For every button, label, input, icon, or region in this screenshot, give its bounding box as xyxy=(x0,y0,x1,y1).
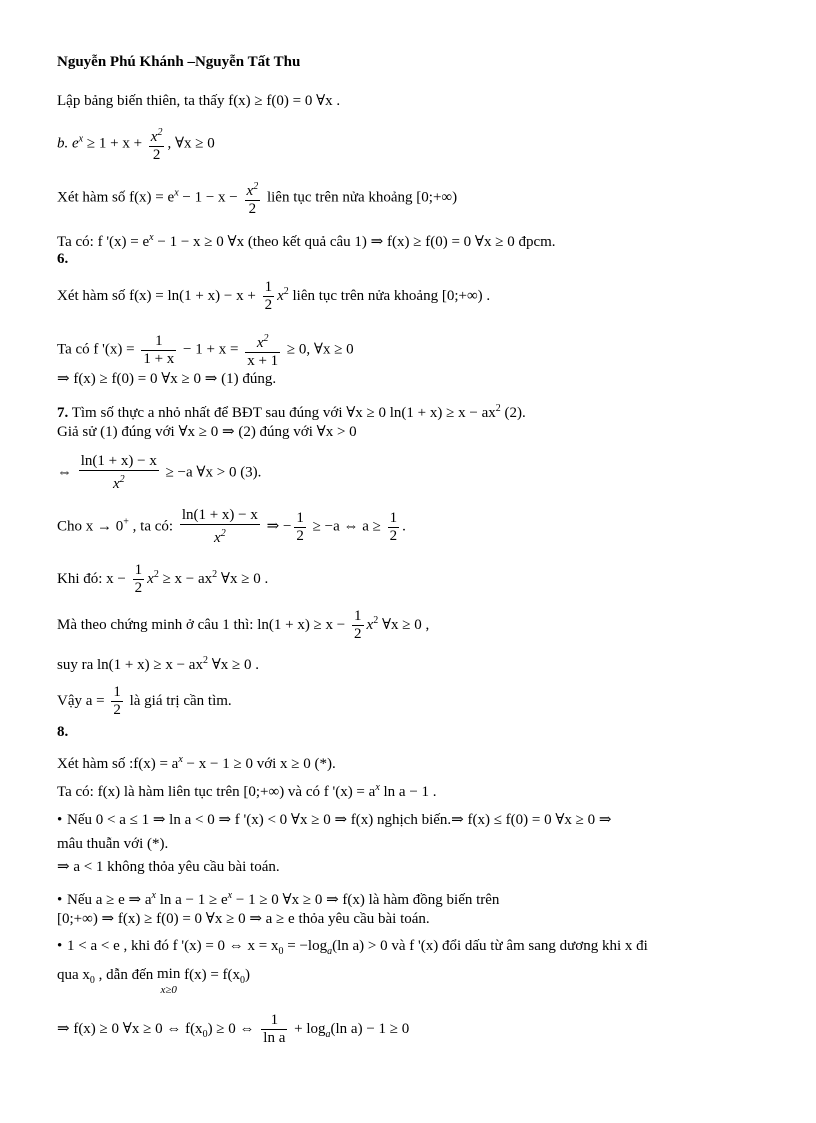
page-header: Nguyễn Phú Khánh –Nguyễn Tất Thu xyxy=(57,54,301,70)
line-12: Khi đó: x − $\frac{1}{2}$ $x^2 \ge x - ax^2$ ∀x ≥ 0 . xyxy=(57,562,269,596)
line-23: • 1 < a < e , khi đó f '(x) = 0 ⇔ $x = x_0 = -\log_a(\ln$ a) > 0 và f '(x) đổi dấu từ âm sang dương khi x đi xyxy=(57,938,648,957)
line-5: Xét hàm số f(x) = ln(1 + x) − x + $\frac{1}{2}$ $x^2$ liên tục trên nửa khoảng [0;+∞) . xyxy=(57,279,491,313)
bullet-icon: • xyxy=(57,812,63,828)
line-22: [0;+∞) ⇒ f(x) ≥ f(0) = 0 ∀x ≥ 0 ⇒ a ≥ e thỏa yêu cầu bài toán. xyxy=(57,911,430,927)
line-6: Ta có f '(x) = $\frac{1}{1 + x}$ − 1 + x = $\frac{x^2}{x + 1}$ ≥ 0, ∀x ≥ 0 xyxy=(57,330,354,370)
line-24: qua $x_0$ , dẫn đến min x≥0 $f(x) = f(x_0)$ xyxy=(57,966,251,996)
line-4: Ta có: f '$(x) = e^x - 1 - x \ge 0$ ∀x (theo kết quả câu 1) ⇒ f(x) ≥ f(0) = 0 ∀x ≥ 0 đpcm. xyxy=(57,232,556,250)
line-3: Xét hàm số $f(x) = e^x - 1 - x$ − $\frac{x^2}{2}$ liên tục trên nửa khoảng [0;+∞) xyxy=(57,178,457,218)
line-11: Cho x → 0+ , ta có: $\frac{\ln(1 + x) - x}{x^2}$ ⇒ − $\frac{1}{2}$ ≥ −a ⇔ a ≥ $\frac{1}{2}$ . xyxy=(57,507,406,546)
line-9: Giả sử (1) đúng với ∀x ≥ 0 ⇒ (2) đúng với ∀x > 0 xyxy=(57,424,357,440)
bullet-icon: • xyxy=(57,892,63,908)
section-6: 6. xyxy=(57,251,69,267)
line-10: ⇔ $\frac{\ln(1 + x) - x}{x^2}$ ≥ −a ∀x > 0 (3). xyxy=(57,453,262,492)
line-14: suy ra $\ln(1 + x) \ge x - ax^2$ ∀x ≥ 0 . xyxy=(57,655,260,673)
line-15: Vậy a = $\frac{1}{2}$ là giá trị cần tìm. xyxy=(57,684,232,718)
line-2: b. $e^x \ge 1 + x$ + $\frac{x^2}{2}$ , ∀x ≥ 0 xyxy=(57,124,215,164)
line-25: ⇒ f(x) ≥ 0 ∀x ≥ 0 ⇔ $f(x_0) \ge 0$ ⇔ $\frac{1}{\text{ln a}}$ + $\log_a(\ln$ a) − 1 ≥ 0 xyxy=(57,1012,410,1046)
line-21: • Nếu a ≥ e ⇒ $a^x$ $\ln a - 1 \ge e^x - 1 \ge 0$ ∀x ≥ 0 ⇒ f(x) là hàm đồng biến trên xyxy=(57,890,500,908)
line-8: 7. Tìm số thực a nhỏ nhất để BĐT sau đúng với ∀x ≥ 0 $\ln(1 + x) \ge x - ax^2$ (2). xyxy=(57,403,526,421)
line-18: • Nếu 0 < a ≤ 1 ⇒ ln a < 0 ⇒ f '(x) < 0 ∀x ≥ 0 ⇒ f(x) nghịch biến.⇒ f(x) ≤ f(0) = 0 ∀x ≥ 0 ⇒ xyxy=(57,812,612,828)
line-16: Xét hàm số :f(x) = $a^x - x - 1 \ge 0$ với x ≥ 0 (*). xyxy=(57,754,336,772)
line-20: ⇒ a < 1 không thỏa yêu cầu bài toán. xyxy=(57,859,280,875)
line-17: Ta có: f(x) là hàm liên tục trên [0;+∞) và có f '$(x) = a^x$ ln a − 1 . xyxy=(57,782,437,800)
bullet-icon: • xyxy=(57,938,63,954)
line-19: mâu thuẫn với (*). xyxy=(57,836,169,852)
section-8: 8. xyxy=(57,724,69,740)
line-7: ⇒ f(x) ≥ f(0) = 0 ∀x ≥ 0 ⇒ (1) đúng. xyxy=(57,371,277,387)
line-1: Lập bảng biến thiên, ta thấy f(x) ≥ f(0) = 0 ∀x . xyxy=(57,93,341,109)
line-13: Mà theo chứng minh ở câu 1 thì: ln(1 + x) ≥ x − $\frac{1}{2}$ $x^2$ ∀x ≥ 0 , xyxy=(57,608,430,642)
